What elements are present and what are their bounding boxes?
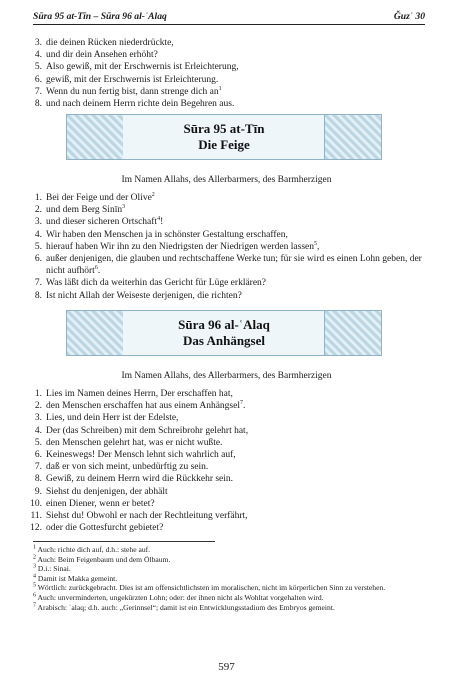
banner-ornament-right: [324, 115, 381, 159]
footnote-marker: 3: [33, 563, 36, 570]
footnote: [33, 555, 429, 565]
banner-center: [123, 311, 325, 355]
sura95-basmala: Im Namen Allahs, des Allerbarmers, des Barmherzigen: [121, 175, 332, 185]
verse: [26, 290, 429, 302]
footnote-marker: 7: [33, 602, 36, 609]
sura95-subtitle: Die Feige: [198, 137, 250, 152]
footnote-marker: 2: [33, 554, 36, 561]
sura94-verse-list: [26, 37, 429, 110]
verse: [26, 61, 429, 73]
footnote: [33, 564, 429, 574]
verse-number: 4.: [34, 425, 42, 436]
footnote: [33, 545, 429, 555]
verse-text: hierauf haben Wir ihn zu den Niedrigsten der Niedrigen werden lassen$^5$,: [46, 240, 320, 252]
footnote-ref: 4: [157, 216, 161, 223]
verse-number: 1.: [34, 389, 42, 399]
verse-number: 3.: [34, 217, 42, 228]
sura96-title: Sūra 96 al-ʿAlaq: [178, 317, 270, 332]
verse-text: Siehst du denjenigen, der abhält: [46, 486, 168, 497]
footnote-text: Arabisch: ʿalaq; d.h. auch: „Gerinnsel“; damit ist ein Entwicklungsstadium des Embryos gemeint.: [36, 602, 335, 612]
verse-number: 2.: [34, 205, 42, 216]
verse: [26, 98, 429, 110]
verse: [26, 241, 429, 253]
footnote: [33, 583, 429, 593]
verse-number: 1.: [34, 193, 42, 203]
verse-number: 10.: [30, 498, 42, 509]
header-right: Ǧuzʾ 30: [393, 11, 425, 22]
verse-number: 7.: [34, 86, 42, 97]
verse: [26, 86, 429, 98]
verse: [26, 253, 429, 277]
page-number: 597: [218, 661, 235, 673]
footnote-text: Auch: richte dich auf, d.h.: stehe auf.: [36, 545, 151, 554]
verse-text: Wir haben den Menschen ja in schönster Gestaltung erschaffen,: [46, 229, 288, 240]
verse: [26, 37, 429, 49]
running-header: [33, 6, 425, 25]
footnotes: [33, 545, 429, 612]
verse-number: 8.: [34, 290, 42, 301]
verse-number: 5.: [34, 62, 42, 73]
verse: [26, 461, 429, 473]
verse-text: und dieser sicheren Ortschaft$^4$!: [46, 216, 164, 228]
verse-text: den Menschen gelehrt hat, was er nicht wußte.: [46, 437, 223, 448]
footnote-separator: [33, 541, 215, 542]
verse-number: 5.: [34, 241, 42, 252]
verse: [26, 412, 429, 424]
footnote-ref: 7: [239, 400, 243, 407]
footnote-marker: 1: [33, 544, 36, 551]
verse: [26, 277, 429, 289]
footnote-text: Wörtlich: zurückgebracht. Dies ist am offensichtlichsten im moralischen, nicht im körperlichen Sinn zu verstehen.: [36, 583, 386, 593]
sura95-title-banner: [66, 114, 382, 160]
verse-text: oder die Gottesfurcht gebietet?: [46, 523, 164, 534]
sura95-verse-list: [26, 192, 429, 302]
verse: [26, 437, 429, 449]
footnote-text: Auch: unverminderten, ungekürzten Lohn; oder: der ihnen nicht als Wohltat vorgehalten wird.: [36, 592, 324, 602]
verse-text: außer denjenigen, die glauben und rechtschaffene Werke tun; für sie wird es einen Lohn geben, der nicht aufhört$^6$.: [46, 254, 422, 277]
verse-number: 8.: [34, 474, 42, 485]
verse: [26, 74, 429, 86]
verse-text: Wenn du nun fertig bist, dann strenge dich $an^1$: [46, 85, 222, 97]
verse-text: Der (das Schreiben) mit dem Schreibrohr gelehrt hat,: [46, 425, 249, 436]
verse-number: 6.: [34, 254, 42, 265]
verse-text: Siehst du! Obwohl er nach der Rechtleitung verfährt,: [46, 511, 248, 522]
verse: [26, 400, 429, 412]
verse-number: 9.: [34, 486, 42, 497]
verse: [26, 486, 429, 498]
verse-text: einen Diener, wenn er betet?: [46, 498, 155, 509]
verse-text: die deinen Rücken niederdrückte,: [46, 38, 174, 48]
verse-text: Keineswegs! Der Mensch lehnt sich wahrlich auf,: [46, 450, 236, 461]
verse-text: daß er von sich meint, unbedürftig zu sein.: [46, 462, 209, 473]
verse-number: 8.: [34, 99, 42, 110]
verse: [26, 522, 429, 534]
verse-number: 3.: [34, 38, 42, 48]
footnote-marker: 4: [33, 573, 36, 580]
verse-number: 2.: [34, 401, 42, 412]
verse-text: und nach deinem Herrn richte dein Begehren aus.: [46, 99, 235, 110]
verse: [26, 449, 429, 461]
footnote-marker: 6: [33, 592, 36, 599]
verse-number: 4.: [34, 50, 42, 61]
banner-ornament-left: [67, 311, 124, 355]
verse-number: 5.: [34, 437, 42, 448]
header-left: Sūra 95 at-Tīn – Sūra 96 al-ʿAlaq: [33, 11, 167, 22]
verse-number: 12.: [30, 523, 42, 534]
verse: [26, 49, 429, 61]
verse-number: 3.: [34, 413, 42, 424]
verse-text: und dem Berg Sinīn$^3$: [46, 204, 126, 216]
verse: [26, 229, 429, 241]
sura96-subtitle: Das Anhängsel: [183, 333, 265, 348]
verse-text: den Menschen erschaffen hat aus einem Anhängsel$^7$.: [46, 400, 246, 412]
verse: [26, 498, 429, 510]
verse-text: Was läßt dich da weiterhin das Gericht für Lüge erklären?: [46, 278, 267, 289]
footnote-text: D.i.: Sinai.: [36, 564, 71, 574]
footnote: [33, 603, 429, 613]
footnote-ref: 1: [218, 85, 222, 92]
footnote-text: Auch: Beim Feigenbaum und dem Ölbaum.: [36, 554, 171, 564]
verse: [26, 388, 429, 400]
verse-text: Also gewiß, mit der Erschwernis ist Erleichterung,: [46, 62, 239, 73]
verse-text: Gewiß, zu deinem Herrn wird die Rückkehr sein.: [46, 474, 234, 485]
verse: [26, 204, 429, 216]
footnote: [33, 593, 429, 603]
verse: [26, 473, 429, 485]
verse-number: 7.: [34, 462, 42, 473]
verse-text: Lies, und dein Herr ist der Edelste,: [46, 413, 179, 424]
footnote-ref: 5: [314, 240, 317, 247]
verse-text: Bei der Feige und der Olive$^2$: [46, 191, 155, 203]
verse-text: und dir dein Ansehen erhöht?: [46, 50, 158, 61]
banner-center: [123, 115, 325, 159]
verse: [26, 510, 429, 522]
verse-text: Lies im Namen deines Herrn, Der erschaffen hat,: [46, 389, 233, 399]
sura96-title-banner: [66, 310, 382, 356]
footnote-text: Damit ist Makka gemeint.: [36, 573, 118, 583]
footnote-ref: 6: [94, 265, 98, 272]
banner-ornament-left: [67, 115, 124, 159]
verse-number: 6.: [34, 74, 42, 85]
sura95-title: Sūra 95 at-Tīn: [183, 121, 265, 136]
verse: [26, 425, 429, 437]
footnote-ref: 3: [122, 204, 126, 211]
sura96-verse-list: [26, 388, 429, 534]
banner-ornament-right: [324, 311, 381, 355]
footnote-marker: 5: [33, 582, 36, 589]
verse: [26, 192, 429, 204]
sura96-basmala: Im Namen Allahs, des Allerbarmers, des Barmherzigen: [121, 371, 332, 381]
footnote-ref: 2: [151, 191, 155, 198]
verse-text: gewiß, mit der Erschwernis ist Erleichterung.: [46, 74, 219, 85]
verse-number: 6.: [34, 450, 42, 461]
verse-text: Ist nicht Allah der Weiseste derjenigen, die richten?: [46, 290, 242, 301]
verse-number: 11.: [30, 511, 42, 522]
verse-number: 4.: [34, 229, 42, 240]
verse-number: 7.: [34, 278, 42, 289]
footnote: [33, 574, 429, 584]
verse: [26, 216, 429, 228]
